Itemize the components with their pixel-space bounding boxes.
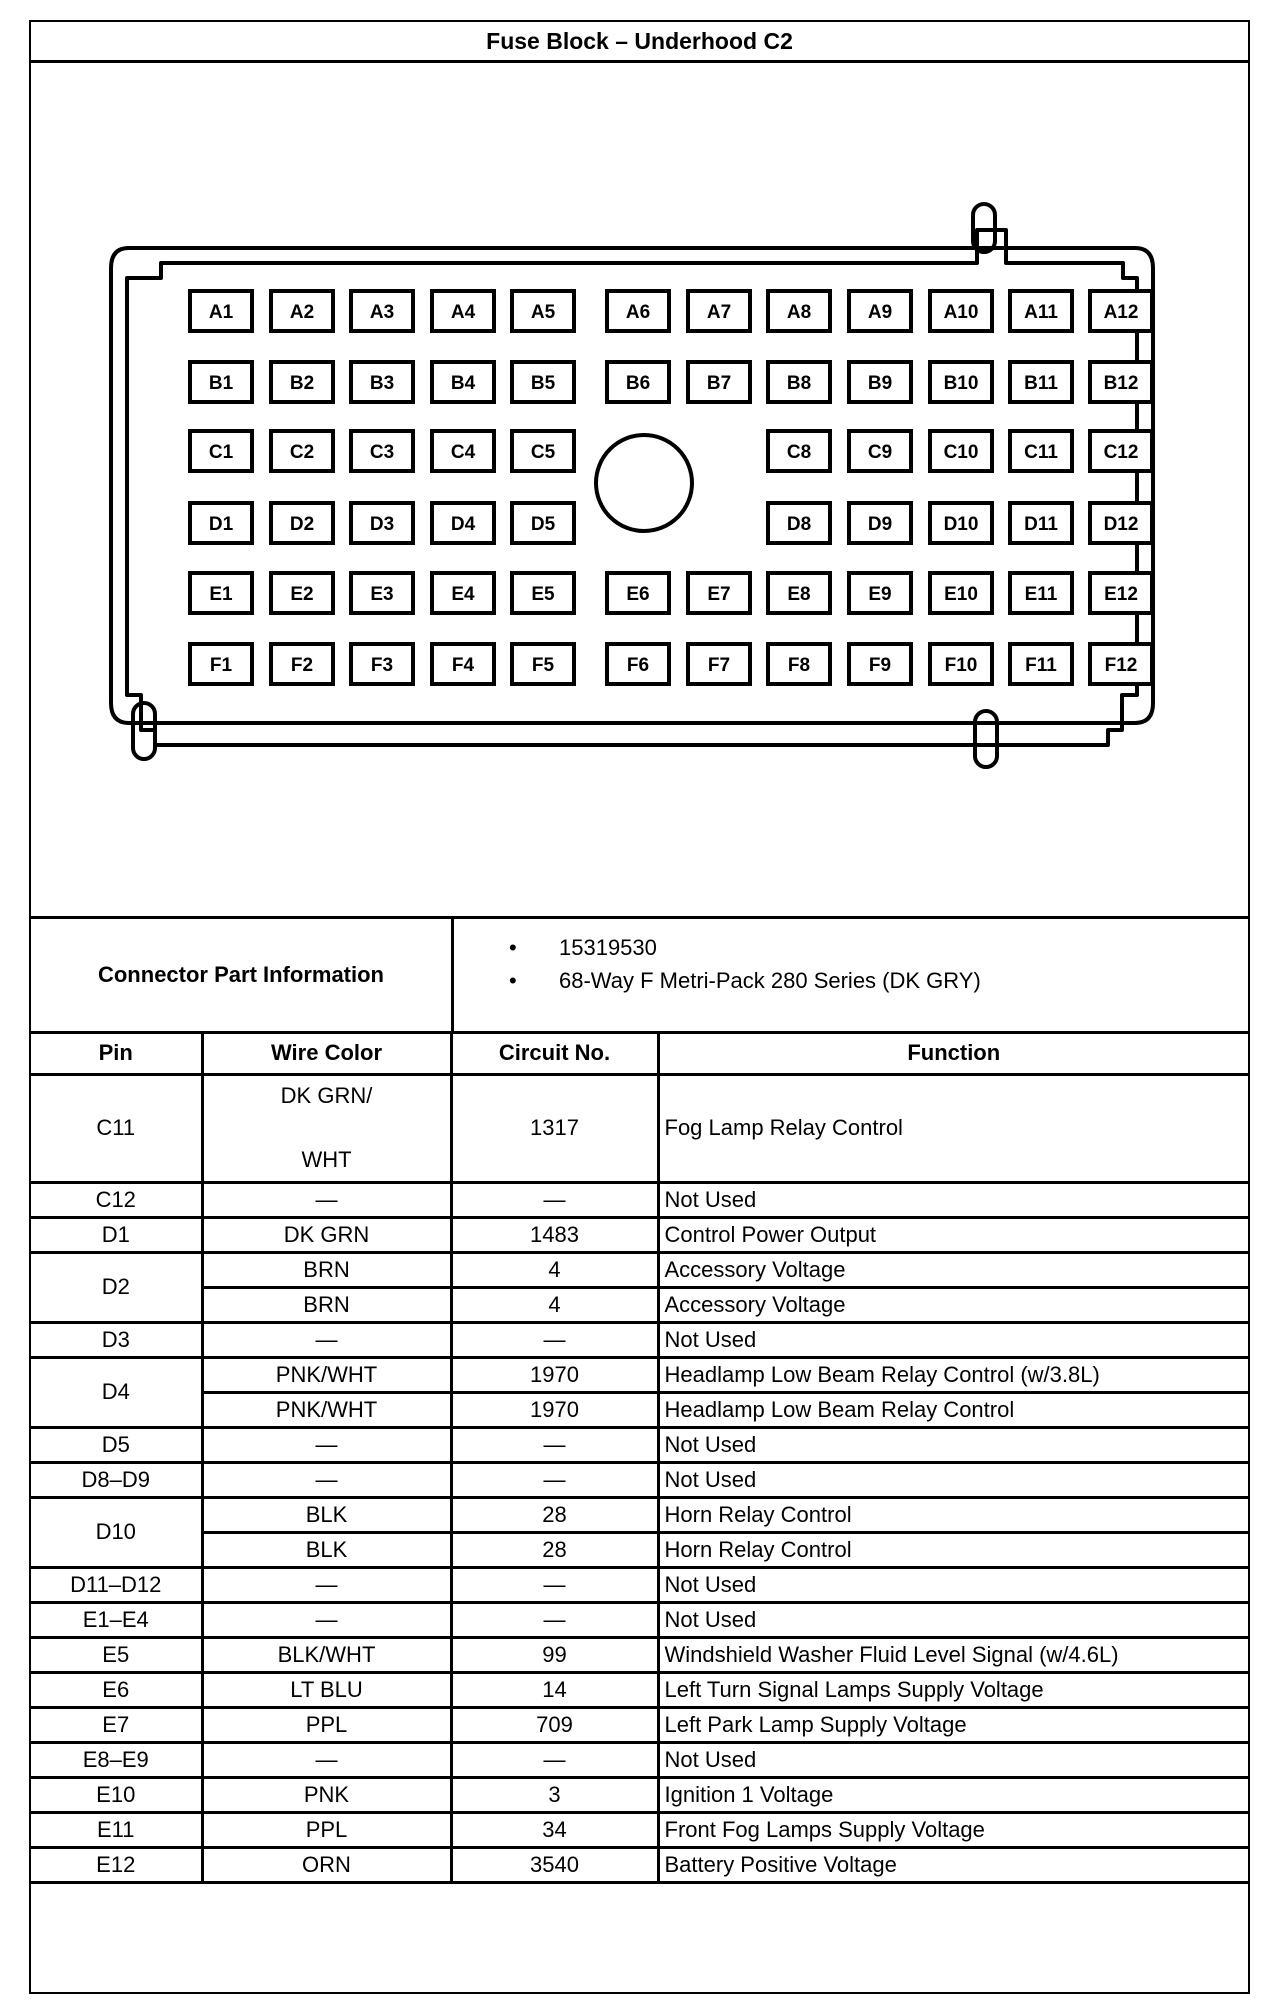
circuit-cell: — — [451, 1427, 658, 1462]
pin-label: A10 — [943, 302, 979, 323]
wire-color-cell: PNK/WHT — [202, 1392, 451, 1427]
circuit-cell: 14 — [451, 1672, 658, 1707]
connector-sheet — [29, 20, 1250, 1994]
function-cell: Not Used — [658, 1567, 1248, 1602]
pin-label: E8 — [787, 584, 811, 605]
table-row — [31, 1074, 1248, 1182]
circuit-cell: 4 — [451, 1252, 658, 1287]
table-row — [31, 1322, 1248, 1357]
pin-label: B9 — [867, 373, 893, 394]
pin-label: C3 — [369, 442, 395, 463]
connector-diagram — [31, 63, 1248, 919]
wire-color-cell: BLK — [202, 1532, 451, 1567]
pin-label: B2 — [289, 373, 315, 394]
circuit-cell: — — [451, 1742, 658, 1777]
table-row — [31, 1532, 1248, 1567]
pin-label: E10 — [944, 584, 978, 605]
wire-color-cell: — — [202, 1602, 451, 1637]
pin-label: B1 — [208, 373, 234, 394]
pin-cell: D11–D12 — [31, 1567, 202, 1602]
pin-label: C1 — [208, 442, 234, 463]
pin-cell: E8–E9 — [31, 1742, 202, 1777]
table-row — [31, 1742, 1248, 1777]
function-cell: Not Used — [658, 1462, 1248, 1497]
pin-label: B10 — [943, 373, 979, 394]
pin-label: A9 — [867, 302, 893, 323]
table-row — [31, 1812, 1248, 1847]
pin-label: D5 — [530, 514, 556, 535]
table-row — [31, 1672, 1248, 1707]
pin-label: C8 — [786, 442, 812, 463]
table-row — [31, 1567, 1248, 1602]
circuit-cell: 3540 — [451, 1847, 658, 1882]
pin-cell: C12 — [31, 1182, 202, 1217]
pin-cell: C11 — [31, 1074, 202, 1182]
wire-color-cell: — — [202, 1322, 451, 1357]
table-row — [31, 1182, 1248, 1217]
wire-color-cell — [202, 1074, 451, 1182]
function-cell: Left Park Lamp Supply Voltage — [658, 1707, 1248, 1742]
pin-label: A1 — [208, 302, 234, 323]
pin-label: D12 — [1103, 514, 1139, 535]
pin-label: A4 — [450, 302, 476, 323]
circuit-cell: — — [451, 1567, 658, 1602]
pin-cell: D1 — [31, 1217, 202, 1252]
circuit-cell: 1970 — [451, 1357, 658, 1392]
wire-color-header: Wire Color — [202, 1034, 451, 1074]
pin-label: C12 — [1103, 442, 1139, 463]
pin-label: D8 — [786, 514, 812, 535]
pin-cell: E7 — [31, 1707, 202, 1742]
part-number: • 15319530 — [454, 931, 1248, 964]
pin-cell: E1–E4 — [31, 1602, 202, 1637]
pin-label: F5 — [531, 655, 555, 676]
pin-cell: D10 — [31, 1497, 202, 1567]
pin-label: C9 — [867, 442, 893, 463]
pin-label: C4 — [450, 442, 476, 463]
wire-color-cell: PNK/WHT — [202, 1357, 451, 1392]
function-cell: Headlamp Low Beam Relay Control — [658, 1392, 1248, 1427]
connector-face-svg — [31, 63, 1248, 919]
function-cell: Not Used — [658, 1182, 1248, 1217]
wire-color-line: DK GRN/ — [280, 1083, 373, 1108]
pin-label: A12 — [1103, 302, 1139, 323]
function-cell: Horn Relay Control — [658, 1532, 1248, 1567]
pin-label: F2 — [290, 655, 314, 676]
pin-label: D3 — [369, 514, 395, 535]
function-header: Function — [658, 1034, 1248, 1074]
page-title: Fuse Block – Underhood C2 — [31, 22, 1248, 63]
table-row — [31, 1252, 1248, 1287]
pin-label: F1 — [209, 655, 233, 676]
table-row — [31, 1217, 1248, 1252]
circuit-cell: — — [451, 1182, 658, 1217]
pin-label: C5 — [530, 442, 556, 463]
table-row — [31, 1427, 1248, 1462]
function-cell: Ignition 1 Voltage — [658, 1777, 1248, 1812]
pin-label: B4 — [450, 373, 476, 394]
pin-cell: D8–D9 — [31, 1462, 202, 1497]
pin-header: Pin — [31, 1034, 202, 1074]
pin-label: A8 — [786, 302, 812, 323]
pin-label: E1 — [209, 584, 233, 605]
table-row — [31, 1602, 1248, 1637]
pin-label: A3 — [369, 302, 395, 323]
pin-label: E3 — [370, 584, 394, 605]
pin-label: D10 — [943, 514, 979, 535]
wire-color-cell: BLK/WHT — [202, 1637, 451, 1672]
pin-label: A6 — [625, 302, 651, 323]
connector-description: • 68-Way F Metri-Pack 280 Series (DK GRY) — [454, 964, 1248, 997]
pin-label: F10 — [944, 655, 978, 676]
pin-label: D2 — [289, 514, 315, 535]
wire-color-cell: — — [202, 1462, 451, 1497]
table-row — [31, 1392, 1248, 1427]
pin-label: B3 — [369, 373, 395, 394]
pin-label: E12 — [1104, 584, 1138, 605]
circuit-cell: 1317 — [451, 1074, 658, 1182]
pin-label: C2 — [289, 442, 315, 463]
pin-label: D1 — [208, 514, 234, 535]
wire-color-line: WHT — [301, 1147, 352, 1172]
wire-color-cell: LT BLU — [202, 1672, 451, 1707]
pin-label: E4 — [451, 584, 475, 605]
function-cell: Control Power Output — [658, 1217, 1248, 1252]
circuit-cell: 28 — [451, 1532, 658, 1567]
pin-label: E9 — [868, 584, 892, 605]
table-row — [31, 1357, 1248, 1392]
wire-color-cell: DK GRN — [202, 1217, 451, 1252]
pin-label: F11 — [1025, 655, 1057, 676]
pin-label: F4 — [451, 655, 475, 676]
function-cell: Not Used — [658, 1322, 1248, 1357]
function-cell: Horn Relay Control — [658, 1497, 1248, 1532]
pin-label: D9 — [867, 514, 893, 535]
pin-cell: E10 — [31, 1777, 202, 1812]
pin-label: D11 — [1024, 514, 1058, 535]
part-info-label: Connector Part Information — [31, 919, 454, 1031]
circuit-cell: 34 — [451, 1812, 658, 1847]
circuit-cell: 1970 — [451, 1392, 658, 1427]
function-cell: Fog Lamp Relay Control — [658, 1074, 1248, 1182]
part-info-list — [454, 919, 1248, 1043]
pin-label: A2 — [289, 302, 315, 323]
pin-label: D4 — [450, 514, 476, 535]
circuit-cell: — — [451, 1462, 658, 1497]
wire-color-cell: — — [202, 1182, 451, 1217]
function-cell: Accessory Voltage — [658, 1287, 1248, 1322]
pin-table — [31, 1034, 1248, 1884]
wire-color-cell: PPL — [202, 1812, 451, 1847]
pin-label: B12 — [1103, 373, 1139, 394]
pin-label: A7 — [706, 302, 732, 323]
function-cell: Not Used — [658, 1742, 1248, 1777]
table-row — [31, 1707, 1248, 1742]
pin-cell: D4 — [31, 1357, 202, 1427]
pin-label: E6 — [626, 584, 650, 605]
wire-color-cell: ORN — [202, 1847, 451, 1882]
circuit-cell: 1483 — [451, 1217, 658, 1252]
function-cell: Windshield Washer Fluid Level Signal (w/4.6L) — [658, 1637, 1248, 1672]
function-cell: Accessory Voltage — [658, 1252, 1248, 1287]
circuit-cell: 709 — [451, 1707, 658, 1742]
wire-color-cell: BLK — [202, 1497, 451, 1532]
circuit-cell: — — [451, 1322, 658, 1357]
function-cell: Front Fog Lamps Supply Voltage — [658, 1812, 1248, 1847]
pin-cell: E5 — [31, 1637, 202, 1672]
pin-label: E11 — [1024, 584, 1058, 605]
table-row — [31, 1777, 1248, 1812]
pin-cell: D5 — [31, 1427, 202, 1462]
pin-cell: D3 — [31, 1322, 202, 1357]
wire-color-cell: — — [202, 1567, 451, 1602]
function-cell: Headlamp Low Beam Relay Control (w/3.8L) — [658, 1357, 1248, 1392]
circuit-cell: 3 — [451, 1777, 658, 1812]
circuit-cell: 99 — [451, 1637, 658, 1672]
pin-label: E7 — [707, 584, 731, 605]
table-row — [31, 1497, 1248, 1532]
pin-label: B7 — [706, 373, 732, 394]
wire-color-cell: PPL — [202, 1707, 451, 1742]
circuit-cell: 4 — [451, 1287, 658, 1322]
circuit-cell: 28 — [451, 1497, 658, 1532]
wire-color-cell: PNK — [202, 1777, 451, 1812]
pin-label: F9 — [868, 655, 892, 676]
pin-label: F6 — [626, 655, 650, 676]
pin-cell: E11 — [31, 1812, 202, 1847]
pin-label: F12 — [1104, 655, 1138, 676]
wire-color-cell: BRN — [202, 1287, 451, 1322]
table-row — [31, 1847, 1248, 1882]
table-header-row — [31, 1034, 1248, 1074]
function-cell: Not Used — [658, 1427, 1248, 1462]
table-row — [31, 1637, 1248, 1672]
function-cell: Battery Positive Voltage — [658, 1847, 1248, 1882]
table-row — [31, 1287, 1248, 1322]
wire-color-cell: — — [202, 1742, 451, 1777]
pin-label: B11 — [1024, 373, 1058, 394]
pin-label: C11 — [1024, 442, 1058, 463]
pin-cell: E6 — [31, 1672, 202, 1707]
pin-label: F7 — [707, 655, 731, 676]
pin-label: A11 — [1024, 302, 1058, 323]
function-cell: Left Turn Signal Lamps Supply Voltage — [658, 1672, 1248, 1707]
pin-cell: D2 — [31, 1252, 202, 1322]
circuit-cell: — — [451, 1602, 658, 1637]
function-cell: Not Used — [658, 1602, 1248, 1637]
wire-color-cell: BRN — [202, 1252, 451, 1287]
pin-grid — [190, 291, 1152, 684]
connector-part-info — [31, 919, 1248, 1034]
wire-color-cell: — — [202, 1427, 451, 1462]
pin-label: E5 — [531, 584, 555, 605]
pin-cell: E12 — [31, 1847, 202, 1882]
pin-label: B5 — [530, 373, 556, 394]
circuit-header: Circuit No. — [451, 1034, 658, 1074]
table-row — [31, 1462, 1248, 1497]
pin-label: B8 — [786, 373, 812, 394]
pin-label: C10 — [943, 442, 979, 463]
pin-label: F3 — [370, 655, 394, 676]
pin-label: F8 — [787, 655, 811, 676]
pin-label: E2 — [290, 584, 314, 605]
pin-label: B6 — [625, 373, 651, 394]
pin-label: A5 — [530, 302, 556, 323]
